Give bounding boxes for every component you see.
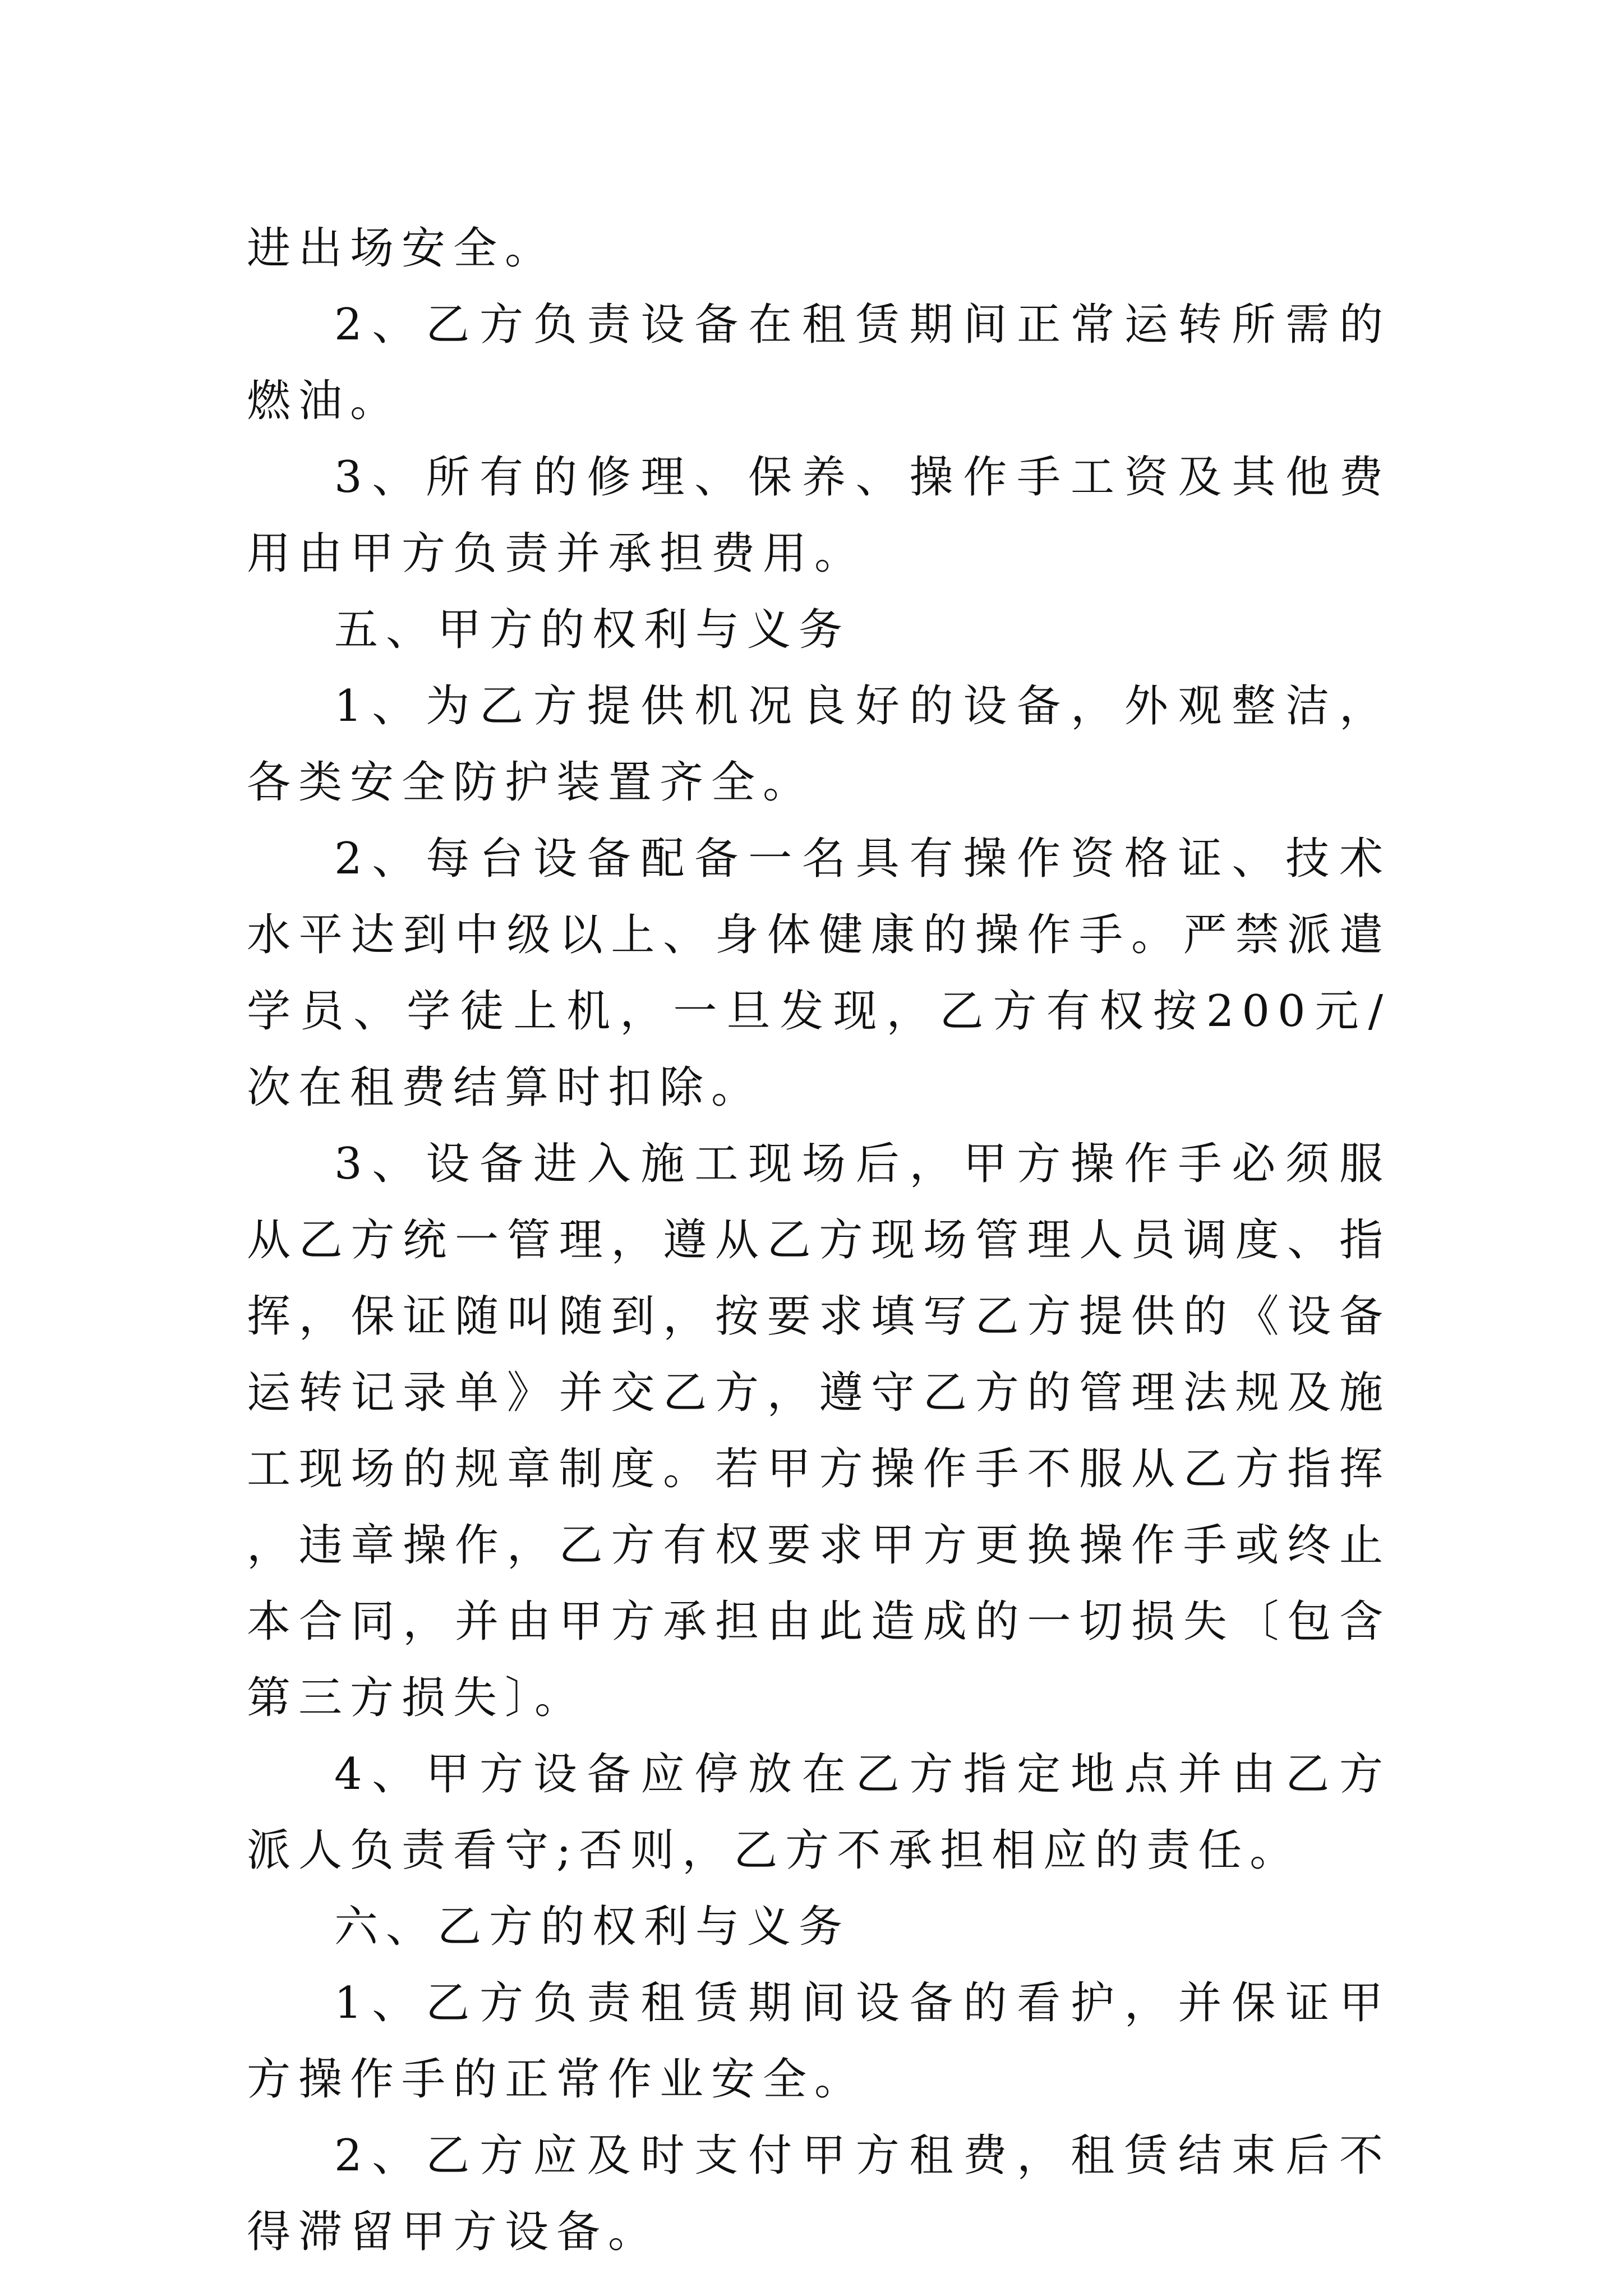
section-heading-6: 六、乙方的权利与义务 [334, 1902, 851, 1952]
paragraph-clause-4-2: 2、乙方负责设备在租赁期间正常运转所需的燃油。 [247, 300, 1391, 426]
paragraph-continuation: 进出场安全。 [247, 223, 557, 274]
paragraph-clause-5-4: 4、甲方设备应停放在乙方指定地点并由乙方派人负责看守;否则，乙方不承担相应的责任。 [247, 1749, 1391, 1876]
section-heading-5: 五、甲方的权利与义务 [334, 605, 851, 655]
paragraph-clause-6-1: 1、乙方负责租赁期间设备的看护，并保证甲方操作手的正常作业安全。 [247, 1978, 1391, 2105]
paragraph-clause-5-1: 1、为乙方提供机况良好的设备，外观整洁，各类安全防护装置齐全。 [247, 681, 1391, 808]
paragraph-clause-4-3: 3、所有的修理、保养、操作手工资及其他费用由甲方负责并承担费用。 [247, 452, 1391, 579]
document-body [247, 210, 1391, 2270]
paragraph-clause-5-2: 2、每台设备配备一名具有操作资格证、技术水平达到中级以上、身体健康的操作手。严禁派遣学员、学徒上机，一旦发现，乙方有权按200元/次在租费结算时扣除。 [247, 834, 1391, 1113]
paragraph-clause-5-3: 3、设备进入施工现场后，甲方操作手必须服从乙方统一管理，遵从乙方现场管理人员调度、指挥，保证随叫随到，按要求填写乙方提供的《设备运转记录单》并交乙方，遵守乙方的管理法规及施工现场的规章制度。若甲方操作手不服从乙方指挥，违章操作，乙方有权要求甲方更换操作手或终止本合同，并由甲方承担由此造成的一切损失〔包含第三方损失〕。 [247, 1139, 1391, 1723]
paragraph-clause-6-2: 2、乙方应及时支付甲方租费，租赁结束后不得滞留甲方设备。 [247, 2131, 1391, 2257]
